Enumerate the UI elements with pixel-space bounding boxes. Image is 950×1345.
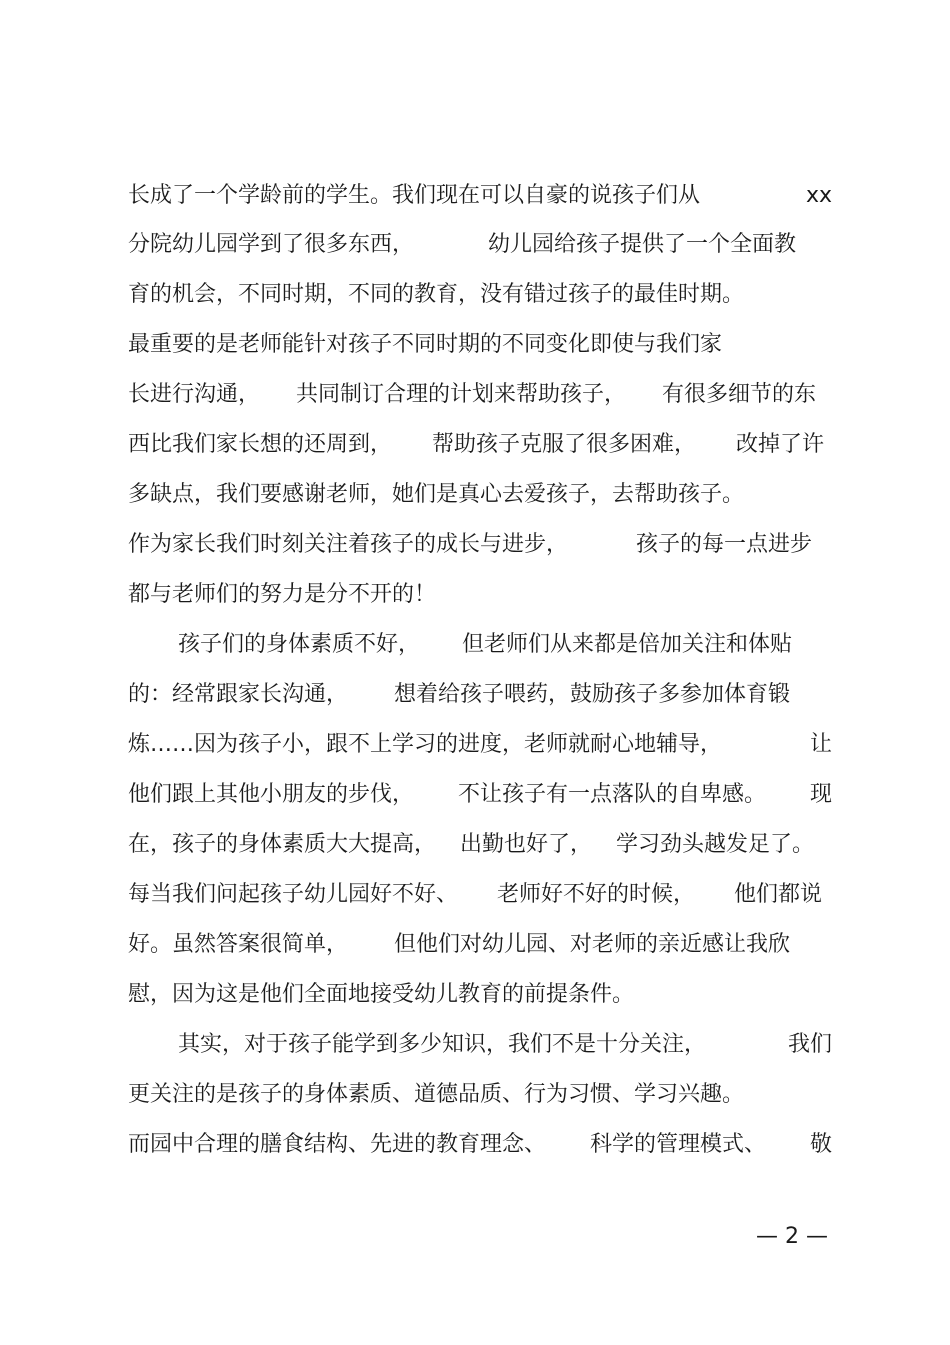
text-segment: 他们都说 — [733, 882, 822, 907]
text-line-12 — [128, 730, 832, 760]
text-segment: 学习劲头越发足了。 — [615, 832, 814, 857]
text-segment: 帮助孩子克服了很多困难， — [431, 432, 696, 457]
text-segment: 每当我们问起孩子幼儿园好不好、 — [128, 882, 459, 907]
text-segment: 他们跟上其他小朋友的步伐， — [128, 782, 415, 807]
text-segment: 想着给孩子喂药，鼓励孩子多参加体育锻 — [393, 682, 790, 707]
text-segment: 共同制订合理的计划来帮助孩子， — [295, 382, 626, 407]
text-segment: 作为家长我们时刻关注着孩子的成长与进步， — [128, 532, 569, 557]
text-line-7 — [128, 480, 832, 510]
text-segment: 有很多细节的东 — [661, 382, 816, 407]
page-number: — 2 — — [756, 1224, 828, 1249]
text-segment: 慰，因为这是他们全面地接受幼儿教育的前提条件。 — [128, 982, 635, 1007]
text-segment: 长进行沟通， — [128, 382, 261, 407]
text-segment: 长成了一个学龄前的学生。我们现在可以自豪的说孩子们从 — [128, 183, 701, 208]
text-segment: 好。虽然答案很简单， — [128, 932, 349, 957]
text-segment: 更关注的是孩子的身体素质、道德品质、行为习惯、学习兴趣。 — [128, 1082, 745, 1107]
text-segment: 而园中合理的膳食结构、先进的教育理念、 — [128, 1132, 547, 1157]
text-segment: 都与老师们的努力是分不开的！ — [128, 582, 437, 607]
text-line-17 — [128, 980, 832, 1010]
text-line-4 — [128, 330, 832, 360]
text-segment: 孩子的每一点进步 — [635, 532, 812, 557]
text-segment: 改掉了许 — [735, 432, 824, 457]
text-segment: 但他们对幼儿园、对老师的亲近感让我欣 — [393, 932, 790, 957]
text-segment: 出勤也好了， — [459, 832, 592, 857]
text-line-18 — [178, 1030, 832, 1060]
text-segment: 西比我们家长想的还周到， — [128, 432, 393, 457]
text-segment: 现 — [809, 782, 832, 807]
text-line-10 — [178, 630, 792, 660]
text-segment: 在，孩子的身体素质大大提高， — [128, 832, 437, 857]
text-segment: 炼……因为孩子小，跟不上学习的进度，老师就耐心地辅导， — [128, 732, 723, 757]
text-segment: 敬 — [809, 1132, 832, 1157]
text-segment: 科学的管理模式、 — [589, 1132, 766, 1157]
text-segment: 不让孩子有一点落队的自卑感。 — [457, 782, 766, 807]
text-line-5 — [128, 380, 816, 410]
text-line-8 — [128, 530, 812, 560]
text-line-6 — [128, 430, 824, 460]
text-line-16 — [128, 930, 790, 960]
text-segment: 分院幼儿园学到了很多东西， — [128, 232, 415, 257]
text-line-2 — [128, 230, 796, 260]
text-line-9 — [128, 580, 832, 610]
text-segment: 老师好不好的时候， — [496, 882, 695, 907]
text-segment: 其实，对于孩子能学到多少知识，我们不是十分关注， — [178, 1032, 707, 1057]
text-segment: 我们 — [787, 1032, 832, 1057]
text-segment: xx — [805, 183, 832, 208]
text-line-15 — [128, 880, 822, 910]
text-line-14 — [128, 830, 814, 860]
text-line-19 — [128, 1080, 832, 1110]
text-line-13 — [128, 780, 832, 810]
text-line-20 — [128, 1130, 832, 1160]
text-segment: 育的机会，不同时期，不同的教育，没有错过孩子的最佳时期。 — [128, 282, 745, 307]
text-segment: 幼儿园给孩子提供了一个全面教 — [487, 232, 796, 257]
text-segment: 孩子们的身体素质不好， — [178, 632, 421, 657]
text-segment: 但老师们从来都是倍加关注和体贴 — [461, 632, 792, 657]
text-line-11 — [128, 680, 790, 710]
text-segment: 最重要的是老师能针对孩子不同时期的不同变化即使与我们家 — [128, 332, 723, 357]
text-segment: 让 — [809, 732, 832, 757]
text-line-1 — [128, 181, 832, 211]
text-segment: 的：经常跟家长沟通， — [128, 682, 349, 707]
text-line-3 — [128, 280, 832, 310]
text-segment: 多缺点，我们要感谢老师，她们是真心去爱孩子，去帮助孩子。 — [128, 482, 745, 507]
